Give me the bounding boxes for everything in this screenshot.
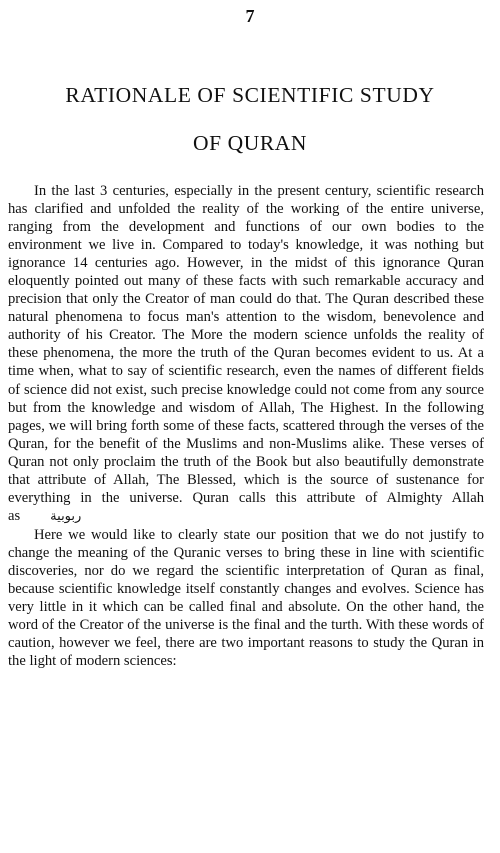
chapter-title-line-1: RATIONALE OF SCIENTIFIC STUDY	[65, 83, 435, 107]
paragraph-1	[8, 182, 484, 526]
paragraph-2: Here we would like to clearly state our position that we do not justify to change the meaning of the Quranic verses to bring these in line with scientific discoveries, nor do we regard the scientific interpretation of Quran as final, because scientific knowledge itself constantly changes and evolves. Science has very little in it which can be called final and absolute. On the other hand, the word of the Creator of the universe is the final and the turth. With these words of caution, however we feel, there are two important reasons to study the Quran in the light of modern sciences:	[8, 526, 484, 670]
paragraph-1-text: In the last 3 centuries, especially in the present century, scientific research has clarified and unfolded the reality of the working of the entire universe, ranging from the development and functions of our own bodies to the environment we live in. Compared to today's knowledge, it was nothing but ignorance 14 centuries ago. However, in the midst of this ignorance Quran eloquently pointed out many of these facts with such remarkable accuracy and precision that only the Creator of man could do that. The Quran described these natural phenomena to focus man's attention to the wisdom, benevolence and authority of his Creator. The More the modern science unfolds the reality of these phenomena, the more the truth of the Quran becomes evident to us. At a time when, what to say of scientific research, even the names of different fields of science did not exist, such precise knowledge could not come from any source but from the knowledge and wisdom of Allah, The Highest. In the following pages, we will bring forth some of these facts, scattered through the verses of the Quran, for the benefit of the Muslims and non-Muslims alike. These verses of Quran not only proclaim the truth of the Book but also beautifully demonstrate that attribute of Allah, The Blessed, which is the source of sustenance for everything in the universe. Quran calls this attribute of Almighty Allah as	[8, 183, 484, 524]
page-number: 7	[245, 6, 255, 26]
body-text	[8, 182, 484, 670]
arabic-word: ربوبية	[50, 508, 82, 524]
chapter-title-line-2: OF QURAN	[192, 131, 308, 155]
